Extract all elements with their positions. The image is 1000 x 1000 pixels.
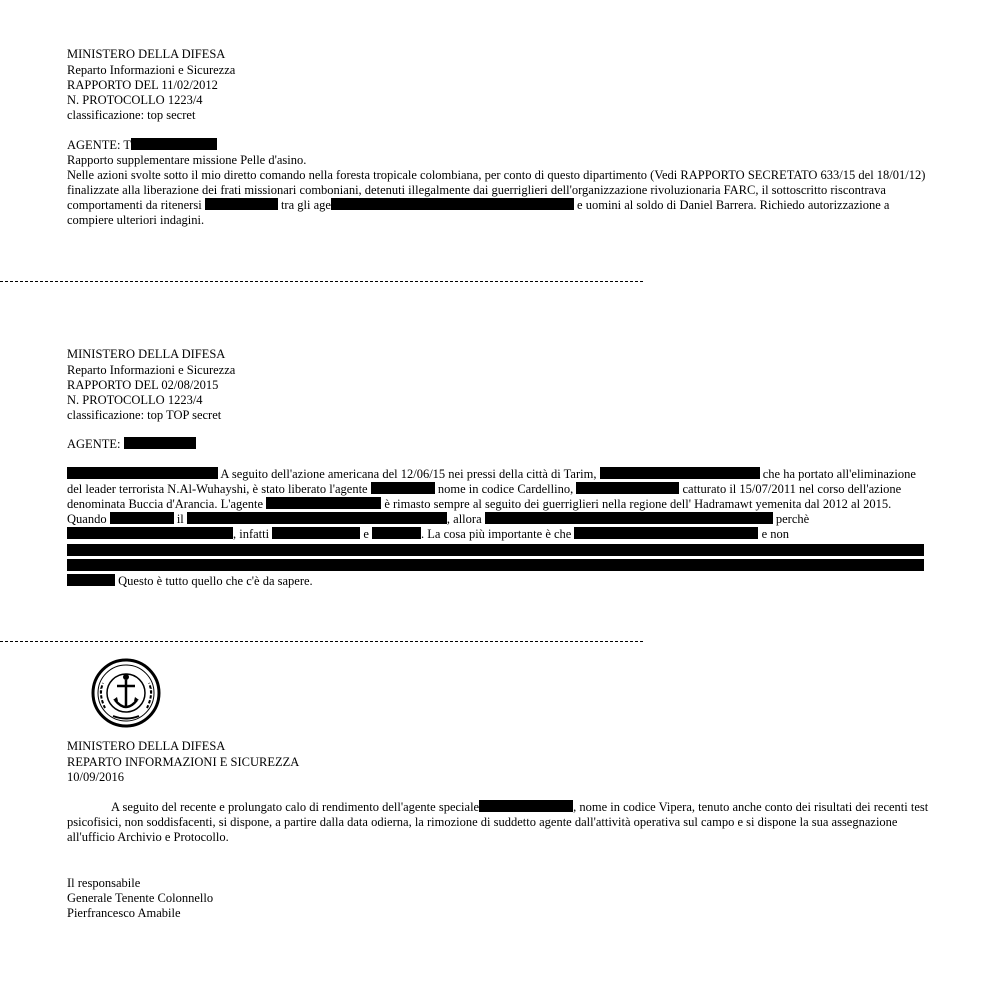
r2-body-text: . La cosa più importante è che (421, 527, 575, 541)
signature-rank: Generale Tenente Colonnello (67, 891, 214, 905)
r2-agent-label: AGENTE: (67, 437, 124, 451)
r3-body-text: , nome in codice Vipera, tenuto anche conto dei risultati dei recenti test psicofisici, non soddisfacenti, si dispone, a partire dalla data odierna, la rimozione di suddetto agente dall'attività operativa sul campo e si dispone la sua assegnazione all'ufficio Archivio e Protocollo. (67, 800, 929, 844)
separator-line (0, 641, 643, 642)
redaction (124, 437, 196, 449)
r2-department: Reparto Informazioni e Sicurezza (67, 363, 236, 377)
r1-body-text: tra gli age (277, 198, 331, 212)
signature-role: Il responsabile (67, 876, 141, 890)
redaction (67, 467, 218, 479)
redaction (371, 482, 435, 494)
redaction (187, 512, 447, 524)
r2-body-text: catturato il 15/07/2011 nel corso dell'azione denominata Buccia d'Arancia. L'agente (67, 482, 902, 511)
signature-name: Pierfrancesco Amabile (67, 906, 181, 920)
r3-body (67, 800, 932, 845)
redaction (67, 527, 233, 539)
r2-body-text: perchè (772, 512, 810, 526)
r2-body-text: è rimasto sempre al seguito dei guerriglieri nella regione dell' Hadramawt yemenita dal 2012 al 2015. Quando (67, 497, 892, 526)
r1-protocol: N. PROTOCOLLO 1223/4 (67, 93, 203, 107)
redaction (67, 574, 115, 586)
r3-date: 10/09/2016 (67, 770, 124, 784)
r1-body-text: e uomini al soldo di Daniel Barrera. Richiedo autorizzazione a compiere ulteriori indagini. (67, 198, 890, 227)
redaction (485, 512, 773, 524)
r1-classification: classificazione: top secret (67, 108, 196, 122)
redaction (576, 482, 679, 494)
r1-ministry: MINISTERO DELLA DIFESA (67, 47, 226, 61)
r2-report-date: RAPPORTO DEL 02/08/2015 (67, 378, 219, 392)
r2-body-text: , infatti (233, 527, 273, 541)
r2-body-text: e (360, 527, 373, 541)
r3-department: REPARTO INFORMAZIONI E SICUREZZA (67, 755, 300, 769)
r1-report-date: RAPPORTO DEL 11/02/2012 (67, 78, 218, 92)
r2-body-text: e non (758, 527, 790, 541)
r2-body-text: , allora (446, 512, 485, 526)
r2-closing-line (67, 574, 313, 589)
redaction (110, 512, 174, 524)
redaction (600, 467, 760, 479)
r1-body-text: Nelle azioni svolte sotto il mio diretto comando nella foresta tropicale colombiana, per conto di questo dipartimento (Vedi RAPPORTO SECRETATO 633/15 del 18/01/12) finalizzate alla liberazione dei frati missionari comboniani, detenuti illegalmente dai guerriglieri dell'organizzazione rivoluzionaria FARC, il sottoscritto riscontrava comportamenti da ritenersi (67, 168, 926, 212)
r2-body-text: che ha portato all'eliminazione del leader terrorista N.Al-Wuhayshi, è stato liberato l'agente (67, 467, 916, 496)
redaction (131, 138, 217, 150)
redaction (479, 800, 573, 812)
r1-body (67, 168, 932, 228)
redaction (67, 544, 924, 556)
r2-classification: classificazione: top TOP secret (67, 408, 222, 422)
r3-ministry: MINISTERO DELLA DIFESA (67, 739, 226, 753)
r1-agent-line (67, 138, 217, 153)
r2-body (67, 467, 932, 542)
redaction (331, 198, 574, 210)
redaction (205, 198, 278, 210)
navy-anchor-seal-icon (91, 658, 161, 728)
redaction (272, 527, 360, 539)
separator-line (0, 281, 643, 282)
r2-agent-line (67, 437, 196, 452)
redaction (372, 527, 421, 539)
r2-body-text: il (173, 512, 187, 526)
r1-subject: Rapporto supplementare missione Pelle d'asino. (67, 153, 307, 167)
r2-closing: Questo è tutto quello che c'è da sapere. (115, 574, 313, 588)
r2-body-text: nome in codice Cardellino, (434, 482, 577, 496)
redaction (67, 559, 924, 571)
redaction (574, 527, 758, 539)
r1-agent-label: AGENTE: T (67, 138, 131, 152)
redaction (266, 497, 381, 509)
r2-protocol: N. PROTOCOLLO 1223/4 (67, 393, 203, 407)
r1-department: Reparto Informazioni e Sicurezza (67, 63, 236, 77)
r3-body-text: A seguito del recente e prolungato calo di rendimento dell'agente speciale (111, 800, 480, 814)
r2-body-text: A seguito dell'azione americana del 12/06/15 nei pressi della città di Tarim, (218, 467, 600, 481)
r2-ministry: MINISTERO DELLA DIFESA (67, 347, 226, 361)
